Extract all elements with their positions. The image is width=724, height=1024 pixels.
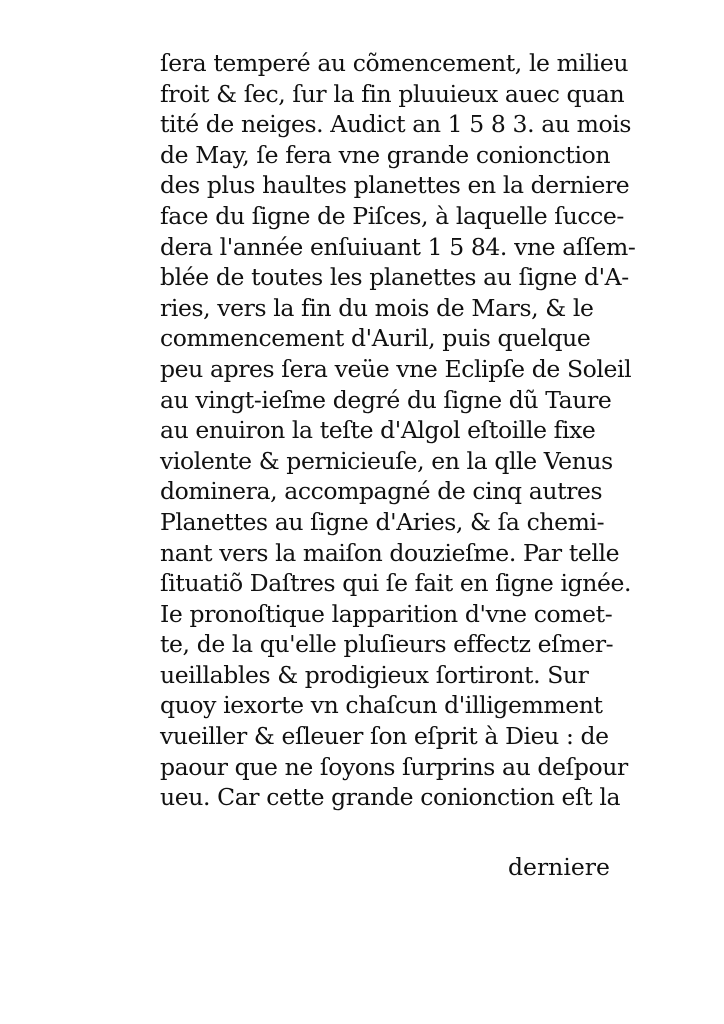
text-line: te, de la qu'elle pluſieurs effectz eſmer- [160,630,614,659]
text-line: nant vers la maiſon douzieſme. Par telle [160,538,620,567]
text-line: dera l'année enſuiuant 1 5 84. vne aſſem- [160,232,636,261]
text-line: ſituatiõ Daſtres qui ſe fait en ſigne ignée. [160,569,632,598]
text-line: froit & ſec, ſur la fin pluuieux auec quan [160,79,625,108]
text-line: ſera temperé au cõmencement, le milieu [160,49,629,77]
text-line: quoy iexorte vn chaſcun d'illigemment [160,691,603,720]
text-line: vueiller & eſleuer ſon eſprit à Dieu : de [160,722,609,751]
text-line: paour que ne ſoyons ſurprins au deſpour [160,752,628,781]
text-line: face du ſigne de Piſces, à laquelle ſucce- [160,201,624,230]
text-block [160,48,636,813]
text-line: ueu. Car cette grande conionction eſt la [160,783,621,812]
text-line: au vingt-ieſme degré du ſigne dũ Taure [160,385,612,414]
text-line: ries, vers la fin du mois de Mars, & le [160,293,594,322]
text-line: commencement d'Auril, puis quelque [160,324,591,353]
text-line: au enuiron la teſte d'Algol eſtoille fixe [160,416,596,445]
catchword: derniere [508,853,610,881]
text-line: ueillables & prodigieux ſortiront. Sur [160,660,589,689]
text-line: tité de neiges. Audict an 1 5 8 3. au mois [160,110,632,139]
text-line: Planettes au ſigne d'Aries, & ſa chemi- [160,507,605,536]
text-line: de May, ſe fera vne grande conionction [160,140,611,169]
text-line: des plus haultes planettes en la derniere [160,171,630,200]
text-line: violente & pernicieuſe, en la qlle Venus [160,446,613,475]
text-line: peu apres ſera veüe vne Eclipſe de Soleil [160,354,632,383]
text-line: blée de toutes les planettes au ſigne d'A- [160,263,629,292]
text-line: dominera, accompagné de cinq autres [160,477,603,506]
text-line: Ie pronoſtique lapparition d'vne comet- [160,599,613,628]
